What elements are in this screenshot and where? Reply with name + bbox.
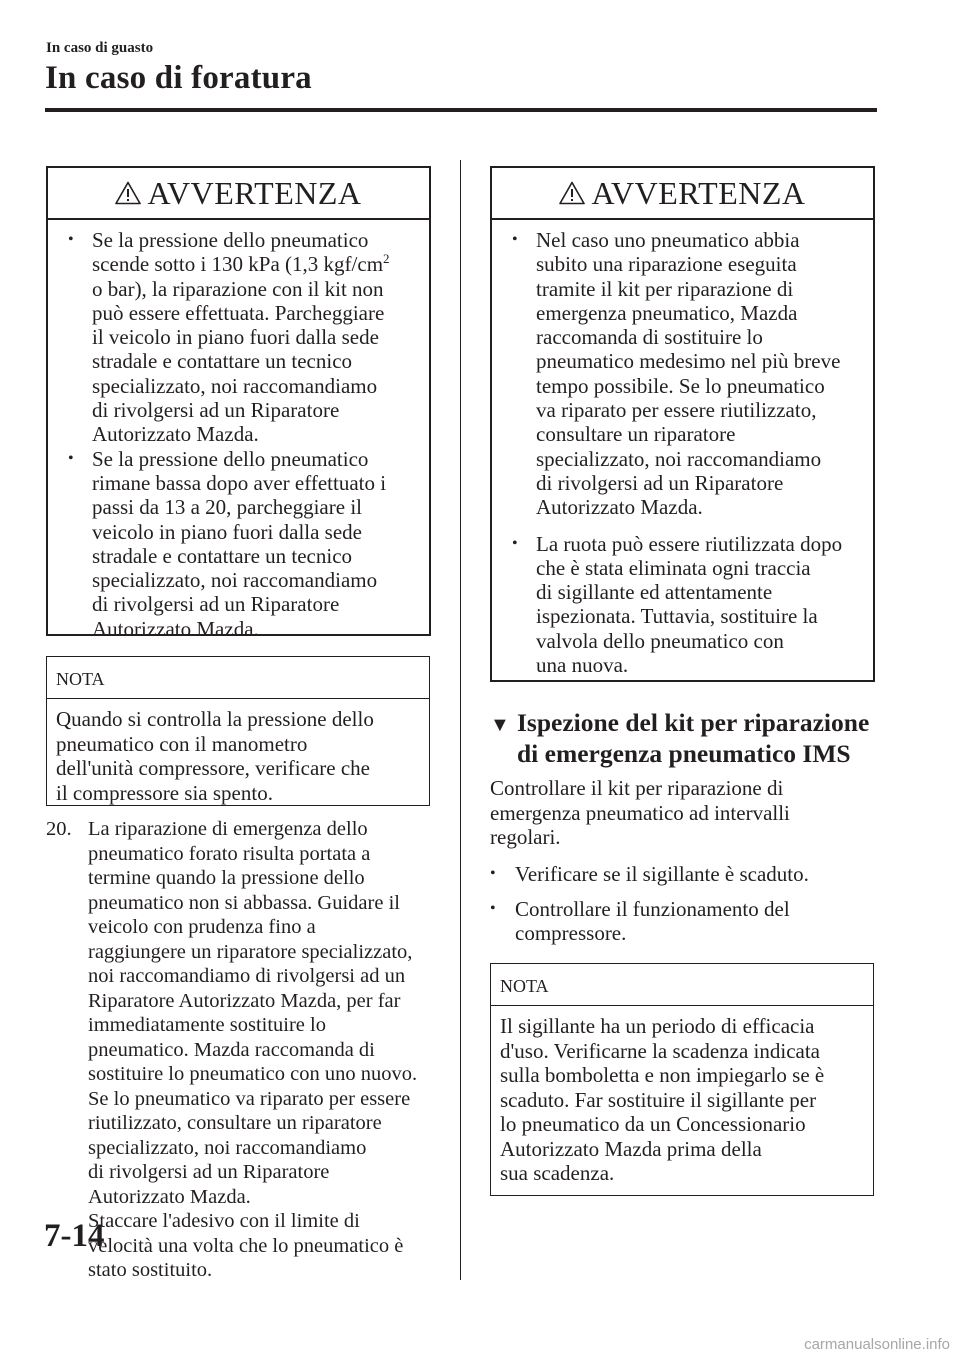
warning-box-header xyxy=(492,168,873,220)
bullet-icon: • xyxy=(68,231,74,248)
list-line: Controllare il funzionamento del xyxy=(515,896,790,921)
warning-line: pneumatico medesimo nel più breve xyxy=(536,349,841,374)
watermark: carmanualsonline.info xyxy=(804,1336,950,1353)
warning-line: Nel caso uno pneumatico abbia xyxy=(536,228,800,252)
warning-line: specializzato, noi raccomandiamo xyxy=(92,568,378,593)
step-text xyxy=(46,817,446,1283)
note-heading: NOTA xyxy=(47,657,429,699)
note-line: dell'unità compressore, verificare che xyxy=(56,756,370,780)
warning-line: può essere effettuata. Parcheggiare xyxy=(92,300,385,325)
warning-line: veicolo in piano fuori dalla sede xyxy=(92,519,362,544)
note-body xyxy=(47,699,429,805)
warning-line: specializzato, noi raccomandiamo xyxy=(92,373,378,398)
warning-line: ispezionata. Tuttavia, sostituire la xyxy=(536,604,818,629)
warning-item xyxy=(68,447,415,641)
note-line: Quando si controlla la pressione dello xyxy=(56,707,374,731)
warning-box-left xyxy=(46,166,431,641)
heading-line: di emergenza pneumatico IMS xyxy=(517,739,851,768)
note-box-left xyxy=(46,656,430,806)
step-line: pneumatico. Mazda raccomanda di xyxy=(88,1038,375,1061)
warning-line: La ruota può essere riutilizzata dopo xyxy=(536,531,843,556)
bullet-icon: • xyxy=(490,899,496,917)
inspection-intro xyxy=(490,776,870,850)
note-line: Autorizzato Mazda prima della xyxy=(500,1136,762,1161)
warning-item xyxy=(512,228,859,520)
note-line: d'uso. Verificarne la scadenza indicata xyxy=(500,1038,820,1063)
bullet-icon: • xyxy=(512,231,518,248)
warning-line: di rivolgersi ad un Riparatore xyxy=(536,470,784,495)
warning-line: rimane bassa dopo aver effettuato i xyxy=(92,470,387,495)
warning-heading: AVVERTENZA xyxy=(147,174,362,211)
intro-line: regolari. xyxy=(490,825,561,849)
warning-line: scende sotto i 130 kPa (1,3 kgf/cm xyxy=(92,252,384,277)
warning-line: Autorizzato Mazda. xyxy=(92,616,259,641)
title-rule xyxy=(45,108,877,112)
warning-line: valvola dello pneumatico con xyxy=(536,628,784,653)
triangle-marker-icon: ▼ xyxy=(490,714,510,736)
step-line: Autorizzato Mazda. xyxy=(88,1185,251,1208)
list-item xyxy=(490,862,870,887)
step-line: stato sostituito. xyxy=(88,1259,213,1281)
warning-line: o bar), la riparazione con il kit non xyxy=(92,276,384,301)
warning-line: emergenza pneumatico, Mazda xyxy=(536,300,798,325)
bullet-icon: • xyxy=(490,865,496,882)
note-line: sulla bomboletta e non impiegarlo se è xyxy=(500,1063,825,1087)
inspection-list xyxy=(490,862,870,946)
warning-line: Autorizzato Mazda. xyxy=(536,495,703,520)
warning-body xyxy=(492,220,873,677)
step-line: Riparatore Autorizzato Mazda, per far xyxy=(88,989,401,1012)
warning-line: Se la pressione dello pneumatico xyxy=(92,446,369,471)
heading-line: Ispezione del kit per riparazione xyxy=(517,708,870,737)
list-line: Verificare se il sigillante è scaduto. xyxy=(515,862,809,886)
bullet-icon: • xyxy=(512,534,518,552)
step-number: 20. xyxy=(46,818,72,840)
warning-triangle-icon xyxy=(115,181,141,205)
warning-line: stradale e contattare un tecnico xyxy=(92,349,353,374)
warning-line: tempo possibile. Se lo pneumatico xyxy=(536,373,825,398)
warning-box-header xyxy=(48,168,429,220)
warning-heading: AVVERTENZA xyxy=(591,174,806,211)
warning-line: tramite il kit per riparazione di xyxy=(536,276,794,301)
note-body xyxy=(491,1006,873,1186)
note-line: lo pneumatico da un Concessionario xyxy=(500,1112,806,1136)
intro-line: Controllare il kit per riparazione di xyxy=(490,776,784,800)
warning-line: subito una riparazione eseguita xyxy=(536,252,797,277)
step-20 xyxy=(46,817,446,1283)
note-box-right xyxy=(490,963,874,1196)
warning-line: di rivolgersi ad un Riparatore xyxy=(92,398,340,423)
step-line: specializzato, noi raccomandiamo xyxy=(88,1136,367,1159)
page-title: In caso di foratura xyxy=(45,60,312,96)
warning-line: va riparato per essere riutilizzato, xyxy=(536,398,817,423)
warning-line: di sigillante ed attentamente xyxy=(536,580,773,605)
step-line: La riparazione di emergenza dello xyxy=(88,818,368,840)
warning-line: una nuova. xyxy=(536,653,629,678)
note-line: pneumatico con il manometro xyxy=(56,731,308,756)
bullet-icon: • xyxy=(68,449,74,467)
list-item xyxy=(490,897,870,946)
warning-line: passi da 13 a 20, parcheggiare il xyxy=(92,495,362,520)
step-line: velocità una volta che lo pneumatico è xyxy=(88,1234,404,1257)
note-line: sua scadenza. xyxy=(500,1161,615,1185)
warning-line: stradale e contattare un tecnico xyxy=(92,543,353,568)
warning-item xyxy=(512,532,859,678)
warning-body xyxy=(48,220,429,641)
section-label: In caso di guasto xyxy=(46,40,154,56)
list-line: compressore. xyxy=(515,921,627,945)
step-line: veicolo con prudenza fino a xyxy=(88,916,316,938)
inspection-heading xyxy=(490,707,880,769)
step-line: riutilizzato, consultare un riparatore xyxy=(88,1112,382,1134)
warning-line: Autorizzato Mazda. xyxy=(92,422,259,447)
note-line: scaduto. Far sostituire il sigillante per xyxy=(500,1087,817,1112)
warning-line: raccomanda di sostituire lo xyxy=(536,325,763,350)
step-line: Se lo pneumatico va riparato per essere xyxy=(88,1087,411,1110)
warning-triangle-icon xyxy=(559,181,585,205)
warning-box-right xyxy=(490,166,875,682)
warning-line: consultare un riparatore xyxy=(536,422,736,447)
step-line: sostituire lo pneumatico con uno nuovo. xyxy=(88,1063,418,1085)
step-line: immediatamente sostituire lo xyxy=(88,1014,326,1036)
note-line: il compressore sia spento. xyxy=(56,780,273,805)
warning-line: Se la pressione dello pneumatico xyxy=(92,228,369,252)
intro-line: emergenza pneumatico ad intervalli xyxy=(490,800,790,825)
warning-line: che è stata eliminata ogni traccia xyxy=(536,555,811,580)
step-line: raggiungere un riparatore specializzato, xyxy=(88,940,413,963)
step-line: pneumatico non si abbassa. Guidare il xyxy=(88,891,400,914)
note-heading: NOTA xyxy=(491,964,873,1006)
column-divider xyxy=(460,160,461,1280)
step-line: di rivolgersi ad un Riparatore xyxy=(88,1161,330,1183)
step-line: pneumatico forato risulta portata a xyxy=(88,842,371,865)
page-number: 7-14 xyxy=(44,1218,105,1254)
warning-item xyxy=(68,228,415,447)
note-line: Il sigillante ha un periodo di efficacia xyxy=(500,1014,815,1038)
superscript: 2 xyxy=(383,251,390,267)
warning-line: di rivolgersi ad un Riparatore xyxy=(92,592,340,617)
warning-line: il veicolo in piano fuori dalla sede xyxy=(92,325,379,350)
step-line: Staccare l'adesivo con il limite di xyxy=(88,1210,360,1232)
step-line: termine quando la pressione dello xyxy=(88,867,365,889)
warning-line: specializzato, noi raccomandiamo xyxy=(536,446,822,471)
step-line: noi raccomandiamo di rivolgersi ad un xyxy=(88,965,406,987)
